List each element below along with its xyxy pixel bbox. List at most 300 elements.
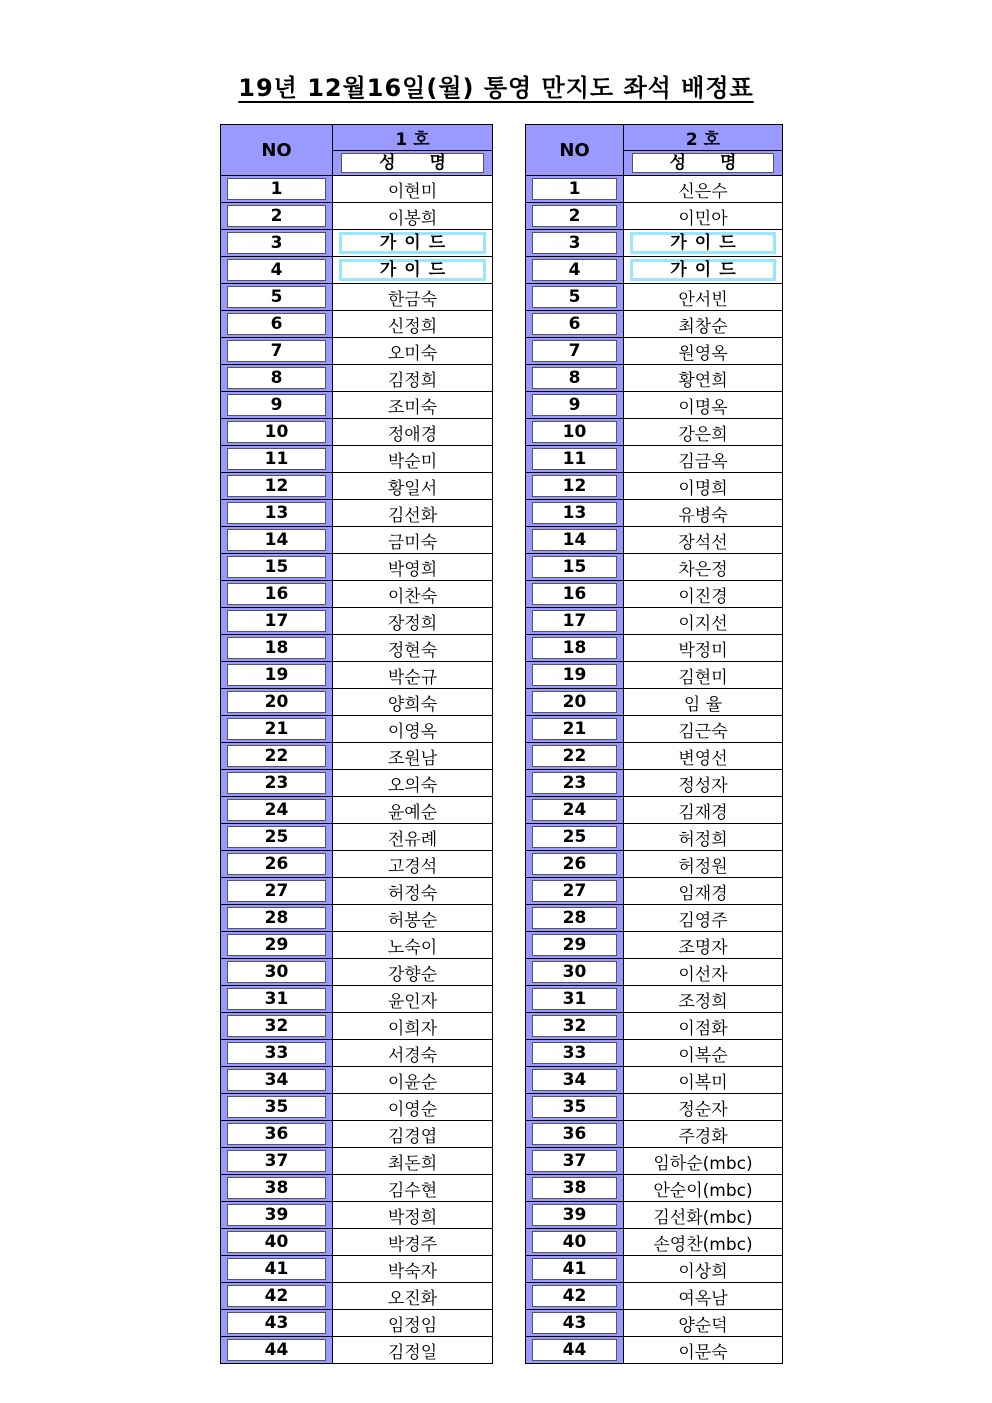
seat-number-cell [221, 959, 333, 986]
seat-number-cell [221, 1121, 333, 1148]
seat-number: 40 [227, 1231, 326, 1253]
passenger-name: 이점화 [624, 1013, 783, 1040]
seat-number-cell [526, 338, 624, 365]
table-row [221, 1148, 493, 1175]
seat-number: 23 [227, 772, 326, 794]
seat-number: 9 [227, 394, 326, 416]
title-text: 19년 12월16일(월) 통영 만지도 좌석 배정표 [238, 74, 754, 102]
passenger-name: 전유례 [333, 824, 493, 851]
table-row [526, 905, 783, 932]
passenger-name: 안서빈 [624, 284, 783, 311]
table-row [221, 257, 493, 284]
passenger-name: 장석선 [624, 527, 783, 554]
table-row [221, 203, 493, 230]
table-row [526, 1121, 783, 1148]
table-row [221, 1229, 493, 1256]
table-row [526, 257, 783, 284]
table-row [526, 635, 783, 662]
passenger-name: 김선화 [333, 500, 493, 527]
seat-number-cell [221, 392, 333, 419]
table-row [526, 284, 783, 311]
table-row [221, 986, 493, 1013]
seat-number-cell [221, 500, 333, 527]
seat-number: 26 [532, 853, 617, 875]
seat-number: 21 [532, 718, 617, 740]
seat-number: 38 [227, 1177, 326, 1199]
seat-number: 43 [227, 1312, 326, 1334]
table-row [526, 527, 783, 554]
table-row [221, 1283, 493, 1310]
seat-number: 30 [227, 961, 326, 983]
seat-number: 28 [227, 907, 326, 929]
passenger-name: 오의숙 [333, 770, 493, 797]
seat-number-cell [526, 554, 624, 581]
seat-number: 41 [532, 1258, 617, 1280]
seat-number: 10 [227, 421, 326, 443]
passenger-name: 손영찬(mbc) [624, 1229, 783, 1256]
name-header-label: 성 명 [632, 153, 774, 173]
passenger-name: 유병숙 [624, 500, 783, 527]
seat-number-cell [526, 257, 624, 284]
passenger-name: 허정숙 [333, 878, 493, 905]
seat-number: 34 [227, 1069, 326, 1091]
guide-label: 가이드 [339, 232, 486, 254]
passenger-name: 강향순 [333, 959, 493, 986]
table-row [526, 878, 783, 905]
passenger-name: 신은수 [624, 176, 783, 203]
seat-number-cell [221, 230, 333, 257]
seat-number-cell [526, 689, 624, 716]
seat-number: 25 [227, 826, 326, 848]
guide-label: 가이드 [630, 259, 776, 281]
passenger-name: 조원남 [333, 743, 493, 770]
seat-number-cell [221, 635, 333, 662]
seat-number-cell [221, 878, 333, 905]
seat-number: 22 [532, 745, 617, 767]
passenger-name: 이지선 [624, 608, 783, 635]
passenger-name: 김경엽 [333, 1121, 493, 1148]
guide-seat-cell [624, 257, 783, 284]
seat-number: 42 [227, 1285, 326, 1307]
table-row [221, 1067, 493, 1094]
table-row [526, 770, 783, 797]
seat-number-cell [526, 716, 624, 743]
table-row [526, 662, 783, 689]
seat-number-cell [526, 284, 624, 311]
passenger-name: 이복미 [624, 1067, 783, 1094]
seat-number-cell [526, 635, 624, 662]
seat-number-cell [526, 878, 624, 905]
seat-number: 33 [227, 1042, 326, 1064]
seat-number: 8 [227, 367, 326, 389]
passenger-name: 박순미 [333, 446, 493, 473]
seat-number-cell [526, 1040, 624, 1067]
seat-number: 24 [227, 799, 326, 821]
table-row [526, 1202, 783, 1229]
passenger-name: 임정임 [333, 1310, 493, 1337]
table-row [221, 1013, 493, 1040]
passenger-name: 윤예순 [333, 797, 493, 824]
table-row [526, 1067, 783, 1094]
seat-number-cell [221, 770, 333, 797]
table-row [526, 1094, 783, 1121]
seat-number-cell [221, 365, 333, 392]
passenger-name: 임 율 [624, 689, 783, 716]
table-row [221, 419, 493, 446]
bus-number-header: 2 호 [624, 125, 783, 151]
table-row [221, 365, 493, 392]
seat-number: 28 [532, 907, 617, 929]
table-row [221, 716, 493, 743]
seat-number: 10 [532, 421, 617, 443]
seat-number: 41 [227, 1258, 326, 1280]
guide-seat-cell [624, 230, 783, 257]
passenger-name: 박경주 [333, 1229, 493, 1256]
seat-number: 23 [532, 772, 617, 794]
table-row [526, 743, 783, 770]
seat-number: 17 [227, 610, 326, 632]
seat-number-cell [526, 1067, 624, 1094]
seat-number-cell [526, 905, 624, 932]
seat-number: 44 [532, 1339, 617, 1361]
table-row [221, 446, 493, 473]
table-row [526, 203, 783, 230]
passenger-name: 이윤순 [333, 1067, 493, 1094]
seat-number: 7 [227, 340, 326, 362]
seat-number: 19 [532, 664, 617, 686]
seat-number: 44 [227, 1339, 326, 1361]
seat-number-cell [526, 1121, 624, 1148]
passenger-name: 안순이(mbc) [624, 1175, 783, 1202]
passenger-name: 양순덕 [624, 1310, 783, 1337]
table-row [221, 878, 493, 905]
seat-number: 5 [532, 286, 617, 308]
passenger-name: 정순자 [624, 1094, 783, 1121]
seat-number-cell [221, 527, 333, 554]
passenger-name: 조미숙 [333, 392, 493, 419]
seat-number: 21 [227, 718, 326, 740]
table-row [221, 1094, 493, 1121]
seat-number-cell [221, 662, 333, 689]
seat-number-cell [526, 1148, 624, 1175]
seat-number-cell [221, 932, 333, 959]
passenger-name: 임하순(mbc) [624, 1148, 783, 1175]
table-row [526, 1013, 783, 1040]
passenger-name: 정현숙 [333, 635, 493, 662]
table-row [221, 527, 493, 554]
seat-number-cell [221, 1283, 333, 1310]
passenger-name: 이봉희 [333, 203, 493, 230]
seat-number-cell [221, 851, 333, 878]
seat-number-cell [221, 176, 333, 203]
table-row [526, 338, 783, 365]
seat-number-cell [526, 1283, 624, 1310]
seat-number-cell [526, 1175, 624, 1202]
seat-number: 39 [532, 1204, 617, 1226]
passenger-name: 박순규 [333, 662, 493, 689]
seat-number: 19 [227, 664, 326, 686]
table-row [221, 554, 493, 581]
seat-number-cell [221, 1310, 333, 1337]
passenger-name: 주경화 [624, 1121, 783, 1148]
passenger-name: 박영희 [333, 554, 493, 581]
table-row [221, 743, 493, 770]
seat-number-cell [526, 932, 624, 959]
seat-number: 15 [227, 556, 326, 578]
passenger-name: 이명옥 [624, 392, 783, 419]
seat-number-cell [526, 770, 624, 797]
page-title [0, 68, 992, 103]
passenger-name: 이명희 [624, 473, 783, 500]
table-row [526, 986, 783, 1013]
bus-number-header: 1 호 [333, 125, 493, 151]
passenger-name: 김수현 [333, 1175, 493, 1202]
table-row [221, 176, 493, 203]
guide-seat-cell [333, 257, 493, 284]
seat-number: 31 [227, 988, 326, 1010]
passenger-name: 오미숙 [333, 338, 493, 365]
passenger-name: 장정희 [333, 608, 493, 635]
passenger-name: 허봉순 [333, 905, 493, 932]
seat-number: 2 [227, 205, 326, 227]
seat-number-cell [526, 1256, 624, 1283]
passenger-name: 이영순 [333, 1094, 493, 1121]
passenger-name: 이문숙 [624, 1337, 783, 1364]
seat-number: 36 [532, 1123, 617, 1145]
seat-number: 6 [532, 313, 617, 335]
table-row [526, 419, 783, 446]
seat-number-cell [526, 662, 624, 689]
seat-number-cell [221, 608, 333, 635]
seat-number: 37 [532, 1150, 617, 1172]
passenger-name: 신정희 [333, 311, 493, 338]
seat-number: 3 [227, 232, 326, 254]
table-row [526, 581, 783, 608]
seat-number-cell [221, 905, 333, 932]
seat-number: 8 [532, 367, 617, 389]
table-row [526, 797, 783, 824]
seat-number: 1 [227, 178, 326, 200]
passenger-name: 최돈희 [333, 1148, 493, 1175]
seat-number: 18 [227, 637, 326, 659]
name-column-header [624, 151, 783, 176]
seat-number-cell [221, 554, 333, 581]
no-column-header: NO [221, 125, 333, 176]
seat-number: 26 [227, 853, 326, 875]
seat-number: 43 [532, 1312, 617, 1334]
seat-number: 12 [227, 475, 326, 497]
table-row [221, 284, 493, 311]
table-row [526, 1256, 783, 1283]
seat-number: 33 [532, 1042, 617, 1064]
seat-number-cell [221, 986, 333, 1013]
no-column-header: NO [526, 125, 624, 176]
table-row [526, 365, 783, 392]
seat-number: 6 [227, 313, 326, 335]
table-row [526, 176, 783, 203]
seat-number-cell [526, 419, 624, 446]
table-row [526, 1229, 783, 1256]
seat-number: 4 [227, 259, 326, 281]
passenger-name: 박숙자 [333, 1256, 493, 1283]
seat-number-cell [221, 1067, 333, 1094]
passenger-name: 허정원 [624, 851, 783, 878]
passenger-name: 임재경 [624, 878, 783, 905]
bus-1-seat-table [220, 124, 493, 1364]
seat-number-cell [221, 824, 333, 851]
seat-number-cell [526, 500, 624, 527]
seat-number-cell [526, 230, 624, 257]
passenger-name: 강은희 [624, 419, 783, 446]
seat-number: 25 [532, 826, 617, 848]
seat-number: 31 [532, 988, 617, 1010]
seat-number: 27 [532, 880, 617, 902]
seat-number-cell [526, 203, 624, 230]
table-row [526, 473, 783, 500]
passenger-name: 차은정 [624, 554, 783, 581]
passenger-name: 김재경 [624, 797, 783, 824]
seat-number-cell [221, 1013, 333, 1040]
seat-number-cell [526, 1310, 624, 1337]
passenger-name: 김금옥 [624, 446, 783, 473]
seat-number: 16 [532, 583, 617, 605]
seat-number-cell [526, 446, 624, 473]
table-row [526, 230, 783, 257]
passenger-name: 조명자 [624, 932, 783, 959]
seat-number-cell [526, 1337, 624, 1364]
seat-number-cell [221, 419, 333, 446]
passenger-name: 이민아 [624, 203, 783, 230]
seat-number: 11 [532, 448, 617, 470]
table-row [221, 473, 493, 500]
table-row [221, 311, 493, 338]
passenger-name: 김근숙 [624, 716, 783, 743]
table-row [221, 581, 493, 608]
seat-number: 37 [227, 1150, 326, 1172]
seat-number: 7 [532, 340, 617, 362]
table-row [221, 1202, 493, 1229]
seat-number-cell [221, 743, 333, 770]
table-row [526, 1310, 783, 1337]
seat-number-cell [526, 527, 624, 554]
passenger-name: 정애경 [333, 419, 493, 446]
passenger-name: 한금숙 [333, 284, 493, 311]
seat-number-cell [221, 257, 333, 284]
passenger-name: 황일서 [333, 473, 493, 500]
seat-number-cell [221, 1040, 333, 1067]
table-row [526, 1337, 783, 1364]
seat-number: 16 [227, 583, 326, 605]
seat-number: 29 [227, 934, 326, 956]
table-row [526, 311, 783, 338]
table-row [221, 851, 493, 878]
passenger-name: 이복순 [624, 1040, 783, 1067]
seat-number: 15 [532, 556, 617, 578]
passenger-name: 이희자 [333, 1013, 493, 1040]
table-row [221, 500, 493, 527]
passenger-name: 황연희 [624, 365, 783, 392]
table-row [526, 959, 783, 986]
seat-number-cell [221, 716, 333, 743]
passenger-name: 김영주 [624, 905, 783, 932]
seat-number: 11 [227, 448, 326, 470]
seat-number-cell [221, 689, 333, 716]
table-row [221, 392, 493, 419]
seat-number: 32 [532, 1015, 617, 1037]
table-row [526, 1040, 783, 1067]
passenger-name: 김선화(mbc) [624, 1202, 783, 1229]
passenger-name: 윤인자 [333, 986, 493, 1013]
passenger-name: 이찬숙 [333, 581, 493, 608]
table-row [221, 662, 493, 689]
table-row [221, 608, 493, 635]
passenger-name: 금미숙 [333, 527, 493, 554]
seat-number: 13 [532, 502, 617, 524]
seat-number: 1 [532, 178, 617, 200]
seat-number: 35 [227, 1096, 326, 1118]
table-row [221, 230, 493, 257]
seat-number-cell [526, 1094, 624, 1121]
seat-number: 27 [227, 880, 326, 902]
guide-label: 가이드 [630, 232, 776, 254]
table-row [221, 635, 493, 662]
passenger-name: 이선자 [624, 959, 783, 986]
table-row [221, 1310, 493, 1337]
seat-number-cell [526, 1202, 624, 1229]
seat-number: 40 [532, 1231, 617, 1253]
seat-number: 35 [532, 1096, 617, 1118]
passenger-name: 이현미 [333, 176, 493, 203]
passenger-name: 김현미 [624, 662, 783, 689]
seat-number: 13 [227, 502, 326, 524]
seat-number-cell [526, 392, 624, 419]
passenger-name: 김정희 [333, 365, 493, 392]
passenger-name: 조정희 [624, 986, 783, 1013]
seat-number: 17 [532, 610, 617, 632]
table-row [526, 1148, 783, 1175]
seat-number-cell [526, 797, 624, 824]
passenger-name: 박정희 [333, 1202, 493, 1229]
table-row [221, 770, 493, 797]
seat-number-cell [526, 608, 624, 635]
seat-number-cell [526, 1229, 624, 1256]
seat-number-cell [221, 338, 333, 365]
table-row [526, 446, 783, 473]
passenger-name: 최창순 [624, 311, 783, 338]
table-row [526, 824, 783, 851]
passenger-name: 여옥남 [624, 1283, 783, 1310]
seat-number-cell [526, 581, 624, 608]
seat-number: 14 [227, 529, 326, 551]
seat-number: 20 [227, 691, 326, 713]
seat-number-cell [221, 1202, 333, 1229]
seat-number-cell [221, 1229, 333, 1256]
table-row [221, 1040, 493, 1067]
seat-number-cell [221, 446, 333, 473]
passenger-name: 서경숙 [333, 1040, 493, 1067]
seat-number-cell [221, 1175, 333, 1202]
seat-number: 24 [532, 799, 617, 821]
table-row [221, 689, 493, 716]
passenger-name: 변영선 [624, 743, 783, 770]
seat-number: 18 [532, 637, 617, 659]
seat-number: 32 [227, 1015, 326, 1037]
seat-number-cell [221, 581, 333, 608]
table-row [221, 1121, 493, 1148]
seat-number: 42 [532, 1285, 617, 1307]
passenger-name: 고경석 [333, 851, 493, 878]
table-row [526, 689, 783, 716]
